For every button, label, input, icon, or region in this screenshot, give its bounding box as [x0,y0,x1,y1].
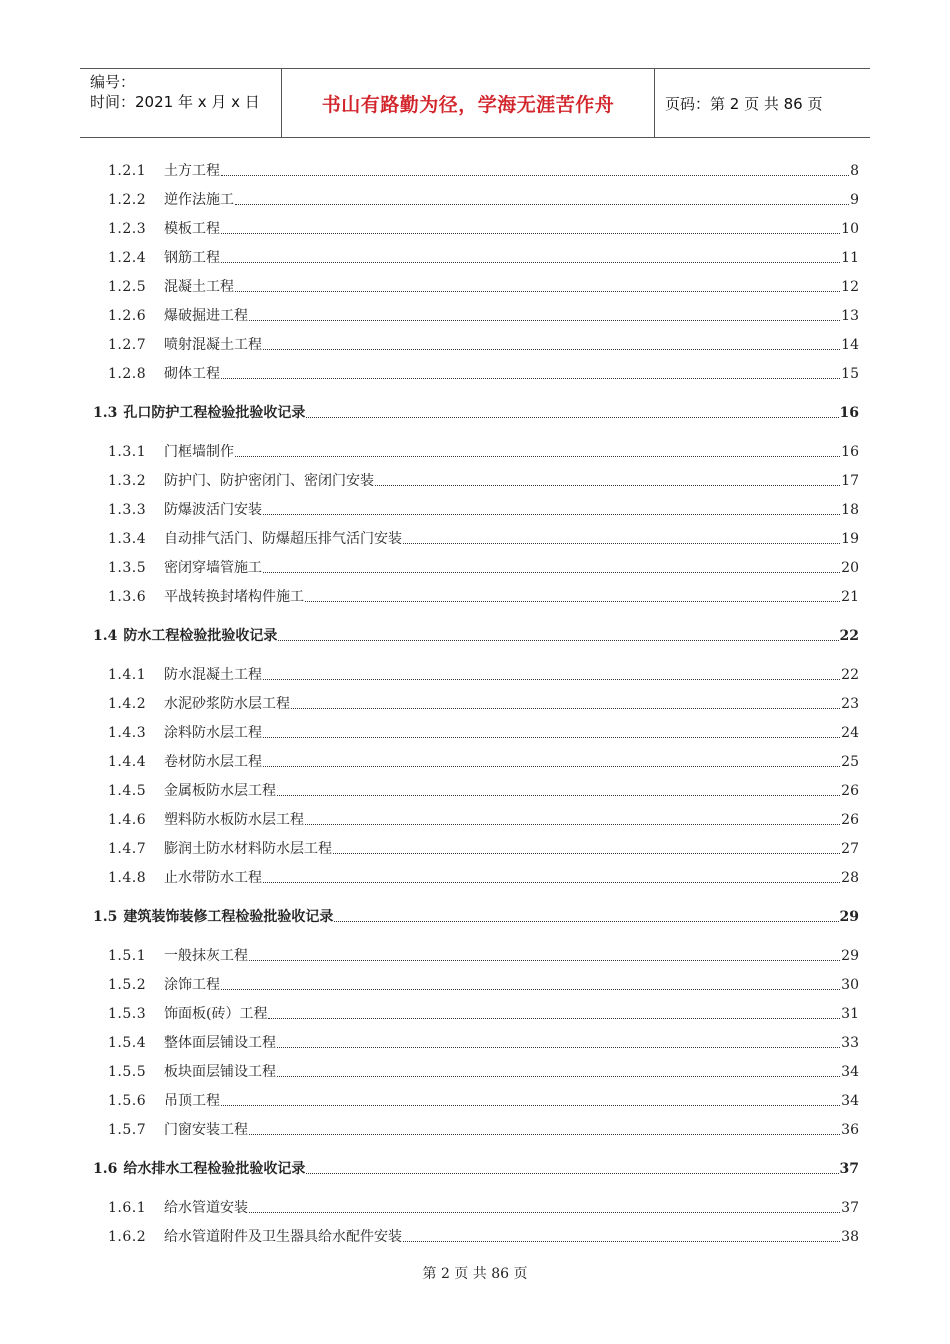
toc-entry-title: 一般抹灰工程 [164,948,248,964]
toc-entry-number: 1.5 [93,909,118,925]
toc-entry-page: 34 [841,1064,859,1080]
toc-entry-number: 1.5.1 [108,948,147,964]
toc-dot-leader [263,766,840,767]
toc-entry[interactable] [108,584,859,606]
toc-entry[interactable] [108,245,859,267]
toc-entry-number: 1.3.6 [108,589,147,605]
toc-dot-leader [263,679,840,680]
toc-dot-leader [263,349,840,350]
toc-entry-page: 15 [841,366,859,382]
toc-entry-page: 37 [839,1161,859,1177]
toc-entry-page: 9 [850,192,859,208]
toc-dot-leader [235,456,840,457]
toc-entry-title: 建筑装饰装修工程检验批验收记录 [123,909,334,925]
toc-entry-page: 26 [841,812,859,828]
toc-entry-number: 1.4 [93,628,118,644]
toc-dot-leader [403,543,840,544]
toc-entry-page: 13 [841,308,859,324]
toc-entry-title: 金属板防水层工程 [164,783,276,799]
toc-entry-page: 34 [841,1093,859,1109]
toc-dot-leader [334,921,838,922]
toc-entry[interactable] [108,158,859,180]
toc-entry[interactable] [108,555,859,577]
toc-entry[interactable] [108,187,859,209]
toc-entry-title: 水泥砂浆防水层工程 [164,696,290,712]
doc-date: 时间：2021 年 x 月 x 日 [90,93,260,111]
toc-entry-title: 防水工程检验批验收记录 [123,628,278,644]
toc-dot-leader [263,737,840,738]
toc-dot-leader [268,1018,840,1019]
toc-entry-title: 自动排气活门、防爆超压排气活门安装 [164,531,402,547]
toc-entry[interactable] [108,216,859,238]
toc-entry-page: 31 [841,1006,859,1022]
toc-entry-number: 1.2.8 [108,366,147,382]
toc-entry-title: 给水管道安装 [164,1200,248,1216]
toc-entry[interactable] [108,943,859,965]
toc-entry-page: 29 [841,948,859,964]
toc-dot-leader [221,378,840,379]
toc-dot-leader [263,514,840,515]
toc-entry-number: 1.4.1 [108,667,147,683]
toc-entry-page: 26 [841,783,859,799]
toc-entry-number: 1.4.2 [108,696,147,712]
toc-entry-number: 1.2.3 [108,221,147,237]
toc-entry-page: 10 [841,221,859,237]
toc-entry-number: 1.3.5 [108,560,147,576]
toc-entry-number: 1.4.6 [108,812,147,828]
toc-entry[interactable] [108,972,859,994]
toc-entry[interactable] [108,303,859,325]
toc-dot-leader [221,233,840,234]
toc-entry[interactable] [108,497,859,519]
toc-entry-number: 1.3.3 [108,502,147,518]
toc-entry-title: 钢筋工程 [164,250,220,266]
toc-dot-leader [306,417,838,418]
header-divider [654,69,655,137]
toc-dot-leader [277,1076,840,1077]
toc-entry-number: 1.5.4 [108,1035,147,1051]
toc-entry-number: 1.2.1 [108,163,147,179]
toc-entry[interactable] [108,526,859,548]
toc-entry-page: 14 [841,337,859,353]
toc-entry-page: 24 [841,725,859,741]
toc-entry-page: 29 [839,909,859,925]
toc-entry-page: 8 [850,163,859,179]
toc-entry[interactable] [108,361,859,383]
toc-entry[interactable] [108,749,859,771]
toc-dot-leader [278,640,838,641]
toc-dot-leader [291,708,840,709]
toc-entry-page: 16 [839,405,859,421]
toc-dot-leader [249,960,840,961]
toc-entry[interactable] [108,778,859,800]
toc-entry-number: 1.2.7 [108,337,147,353]
toc-dot-leader [263,572,840,573]
toc-entry-number: 1.5.2 [108,977,147,993]
toc-entry[interactable] [108,1001,859,1023]
toc-entry-number: 1.3 [93,405,118,421]
toc-entry-title: 吊顶工程 [164,1093,220,1109]
page-header [80,68,870,138]
toc-entry-title: 涂料防水层工程 [164,725,262,741]
toc-entry-page: 19 [841,531,859,547]
toc-entry-page: 21 [841,589,859,605]
toc-entry[interactable] [108,807,859,829]
toc-entry-page: 11 [841,250,859,266]
toc-dot-leader [221,989,840,990]
toc-entry-number: 1.4.5 [108,783,147,799]
toc-entry[interactable] [108,439,859,461]
toc-entry-page: 16 [841,444,859,460]
toc-section-entry[interactable] [93,1156,859,1178]
toc-entry-number: 1.2.2 [108,192,147,208]
toc-entry-page: 36 [841,1122,859,1138]
toc-entry[interactable] [108,1224,859,1246]
toc-dot-leader [221,1105,840,1106]
toc-entry-number: 1.4.7 [108,841,147,857]
toc-entry-title: 饰面板(砖）工程 [164,1006,268,1022]
toc-dot-leader [235,291,840,292]
toc-entry[interactable] [108,836,859,858]
toc-entry-title: 门框墙制作 [164,444,234,460]
toc-entry[interactable] [108,1088,859,1110]
toc-dot-leader [235,204,849,205]
toc-entry-number: 1.5.6 [108,1093,147,1109]
toc-entry-title: 膨润土防水材料防水层工程 [164,841,332,857]
toc-entry-number: 1.5.7 [108,1122,147,1138]
toc-entry-title: 防护门、防护密闭门、密闭门安装 [164,473,374,489]
toc-entry[interactable] [108,468,859,490]
header-motto: 书山有路勤为径，学海无涯苦作舟 [321,93,615,116]
toc-section-entry[interactable] [93,904,859,926]
toc-dot-leader [305,601,840,602]
toc-entry-title: 塑料防水板防水层工程 [164,812,304,828]
toc-entry-title: 整体面层铺设工程 [164,1035,276,1051]
toc-dot-leader [305,824,840,825]
toc-entry[interactable] [108,1195,859,1217]
toc-entry-number: 1.6.1 [108,1200,147,1216]
toc-entry[interactable] [108,1117,859,1139]
toc-entry-number: 1.2.5 [108,279,147,295]
toc-entry-title: 爆破掘进工程 [164,308,248,324]
toc-entry-title: 密闭穿墙管施工 [164,560,262,576]
toc-entry-title: 防水混凝土工程 [164,667,262,683]
toc-entry-number: 1.5.5 [108,1064,147,1080]
toc-dot-leader [221,262,840,263]
toc-dot-leader [333,853,840,854]
toc-entry-page: 37 [841,1200,859,1216]
toc-entry[interactable] [108,865,859,887]
toc-entry-number: 1.5.3 [108,1006,147,1022]
toc-entry-title: 土方工程 [164,163,220,179]
toc-entry[interactable] [108,1030,859,1052]
toc-entry-title: 平战转换封堵构件施工 [164,589,304,605]
toc-entry[interactable] [108,662,859,684]
toc-dot-leader [375,485,840,486]
toc-entry-title: 喷射混凝土工程 [164,337,262,353]
toc-dot-leader [306,1173,838,1174]
toc-entry-page: 33 [841,1035,859,1051]
page-footer: 第 2 页 共 86 页 [422,1266,528,1282]
toc-dot-leader [277,1047,840,1048]
toc-entry-title: 给水排水工程检验批验收记录 [123,1161,306,1177]
toc-entry-title: 逆作法施工 [164,192,234,208]
header-meta [90,72,260,112]
toc-entry-page: 12 [841,279,859,295]
toc-entry-number: 1.6.2 [108,1229,147,1245]
toc-entry-number: 1.6 [93,1161,118,1177]
toc-entry-title: 门窗安装工程 [164,1122,248,1138]
toc-entry-number: 1.2.4 [108,250,147,266]
toc-entry-page: 25 [841,754,859,770]
toc-entry-title: 砌体工程 [164,366,220,382]
header-page-info: 页码：第 2 页 共 86 页 [665,94,823,113]
toc-entry-page: 20 [841,560,859,576]
toc-entry-page: 17 [841,473,859,489]
toc-dot-leader [249,1212,840,1213]
toc-entry-title: 板块面层铺设工程 [164,1064,276,1080]
toc-entry-page: 30 [841,977,859,993]
toc-entry-page: 23 [841,696,859,712]
toc-entry-title: 止水带防水工程 [164,870,262,886]
toc-entry[interactable] [108,332,859,354]
toc-dot-leader [221,175,849,176]
toc-entry-title: 涂饰工程 [164,977,220,993]
toc-entry-number: 1.4.8 [108,870,147,886]
toc-entry-title: 孔口防护工程检验批验收记录 [123,405,306,421]
toc-entry[interactable] [108,720,859,742]
toc-dot-leader [263,882,840,883]
toc-entry-page: 22 [841,667,859,683]
doc-code-label: 编号： [90,73,136,91]
toc-entry-title: 卷材防水层工程 [164,754,262,770]
toc-entry-page: 22 [839,628,859,644]
toc-dot-leader [277,795,840,796]
toc-entry-number: 1.4.4 [108,754,147,770]
toc-entry-number: 1.2.6 [108,308,147,324]
toc-entry-title: 混凝土工程 [164,279,234,295]
toc-entry-title: 模板工程 [164,221,220,237]
toc-section-entry[interactable] [93,400,859,422]
toc-entry[interactable] [108,274,859,296]
toc-entry-number: 1.3.1 [108,444,147,460]
toc-entry-page: 38 [841,1229,859,1245]
toc-dot-leader [249,320,840,321]
toc-entry-page: 28 [841,870,859,886]
toc-entry-title: 防爆波活门安装 [164,502,262,518]
toc-entry-page: 18 [841,502,859,518]
toc-entry-page: 27 [841,841,859,857]
toc-entry[interactable] [108,691,859,713]
toc-entry[interactable] [108,1059,859,1081]
toc-entry-number: 1.4.3 [108,725,147,741]
toc-dot-leader [249,1134,840,1135]
toc-dot-leader [403,1241,840,1242]
toc-entry-number: 1.3.2 [108,473,147,489]
toc-entry-number: 1.3.4 [108,531,147,547]
toc-entry-title: 给水管道附件及卫生器具给水配件安装 [164,1229,402,1245]
toc-section-entry[interactable] [93,623,859,645]
